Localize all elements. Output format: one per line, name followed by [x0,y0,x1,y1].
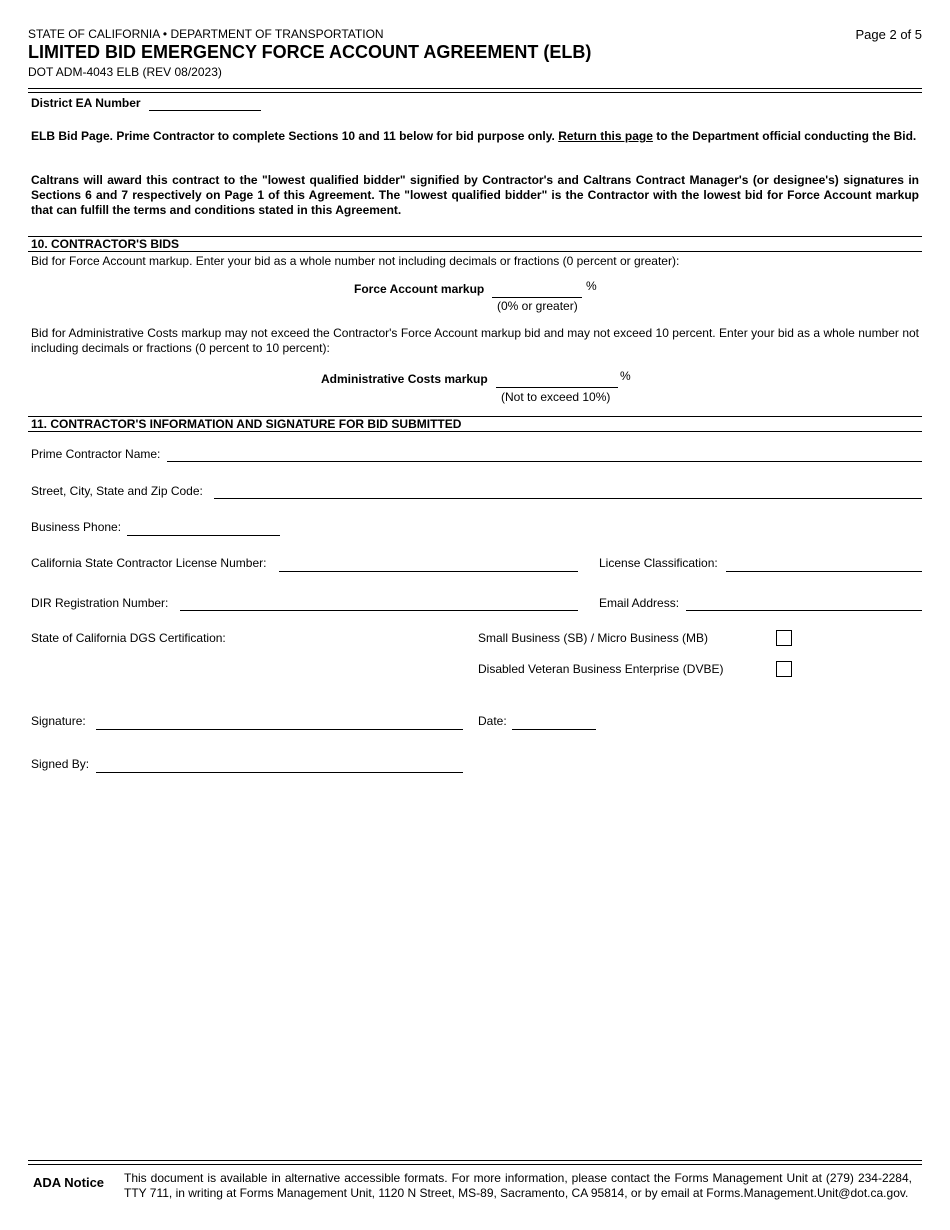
dvbe-checkbox[interactable] [776,661,792,677]
small-business-checkbox[interactable] [776,630,792,646]
section11-bottom-rule [28,431,922,432]
admin-costs-percent: % [620,369,631,383]
dvbe-label: Disabled Veteran Business Enterprise (DVBE) [478,662,724,676]
license-classification-field[interactable] [726,571,922,572]
section10-bottom-rule [28,251,922,252]
dgs-certification-label: State of California DGS Certification: [31,631,226,645]
signature-label: Signature: [31,714,86,728]
admin-costs-label: Administrative Costs markup [321,372,488,386]
intro-paragraph-1 [31,129,919,144]
signed-by-field[interactable] [96,772,463,773]
force-account-label: Force Account markup [354,282,485,296]
license-number-field[interactable] [279,571,578,572]
admin-costs-note: (Not to exceed 10%) [501,390,611,404]
form-number: DOT ADM-4043 ELB (REV 08/2023) [28,65,222,79]
prime-contractor-name-field[interactable] [167,461,922,462]
ada-notice-text: This document is available in alternative accessible formats. For more information, please contact the Forms Management Unit at (279) 234-2284, TTY 711, in writing at Forms Management Unit, 1120 N Street, MS-89, Sacramento, CA 95814, or by email at Forms.Management.Unit@dot.ca.gov. [124,1171,912,1200]
email-label: Email Address: [599,596,680,610]
section10-heading: 10. CONTRACTOR'S BIDS [31,237,179,251]
signature-field[interactable] [96,729,463,730]
date-label: Date: [478,714,507,728]
admin-costs-instructions: Bid for Administrative Costs markup may not exceed the Contractor's Force Account markup bid and may not exceed 10 percent. Enter your bid as a whole number not including decimals or fractions (0 percent to 10 percent): [31,326,919,355]
license-classification-label: License Classification: [599,556,718,570]
agency-name: STATE OF CALIFORNIA • DEPARTMENT OF TRANSPORTATION [28,27,384,41]
page-number: Page 2 of 5 [855,27,922,42]
dir-registration-label: DIR Registration Number: [31,596,169,610]
district-ea-field[interactable] [149,110,261,111]
small-business-label: Small Business (SB) / Micro Business (MB) [478,631,709,645]
form-title: LIMITED BID EMERGENCY FORCE ACCOUNT AGREEMENT (ELB) [28,42,592,62]
ada-notice-label: ADA Notice [33,1175,105,1190]
admin-costs-markup-field[interactable] [496,387,618,388]
intro-text-1: ELB Bid Page. Prime Contractor to complete Sections 10 and 11 below for bid purpose only. [31,129,555,143]
section11-heading: 11. CONTRACTOR'S INFORMATION AND SIGNATURE FOR BID SUBMITTED [31,417,462,431]
footer-rule-bottom [28,1164,922,1165]
force-account-markup-field[interactable] [492,297,582,298]
force-account-percent: % [586,279,597,293]
force-account-instructions: Bid for Force Account markup. Enter your bid as a whole number not including decimals or fractions (0 percent or greater): [31,254,680,268]
license-number-label: California State Contractor License Number: [31,556,267,570]
address-field[interactable] [214,498,922,499]
prime-contractor-name-label: Prime Contractor Name: [31,447,161,461]
email-field[interactable] [686,610,922,611]
date-field[interactable] [512,729,596,730]
dir-registration-field[interactable] [180,610,578,611]
intro-paragraph-2: Caltrans will award this contract to the "lowest qualified bidder" signified by Contractor's and Caltrans Contract Manager's (or designee's) signatures in Sections 6 and 7 respectively on Page 1 of this Agreement. The "lowest qualified bidder" is the Contractor with the lowest bid for Force Account markup that can fulfill the terms and conditions stated in this Agreement. [31,173,919,217]
return-page-text: Return this page [558,129,653,143]
business-phone-label: Business Phone: [31,520,122,534]
header-divider-bottom [28,92,922,93]
business-phone-field[interactable] [127,535,280,536]
district-ea-label: District EA Number [31,96,141,110]
address-label: Street, City, State and Zip Code: [31,484,203,498]
signed-by-label: Signed By: [31,757,90,771]
header-divider-top [28,88,922,89]
intro-text-1b: to the Department official conducting the Bid. [656,129,917,143]
force-account-note: (0% or greater) [497,299,578,313]
footer-rule-top [28,1160,922,1161]
